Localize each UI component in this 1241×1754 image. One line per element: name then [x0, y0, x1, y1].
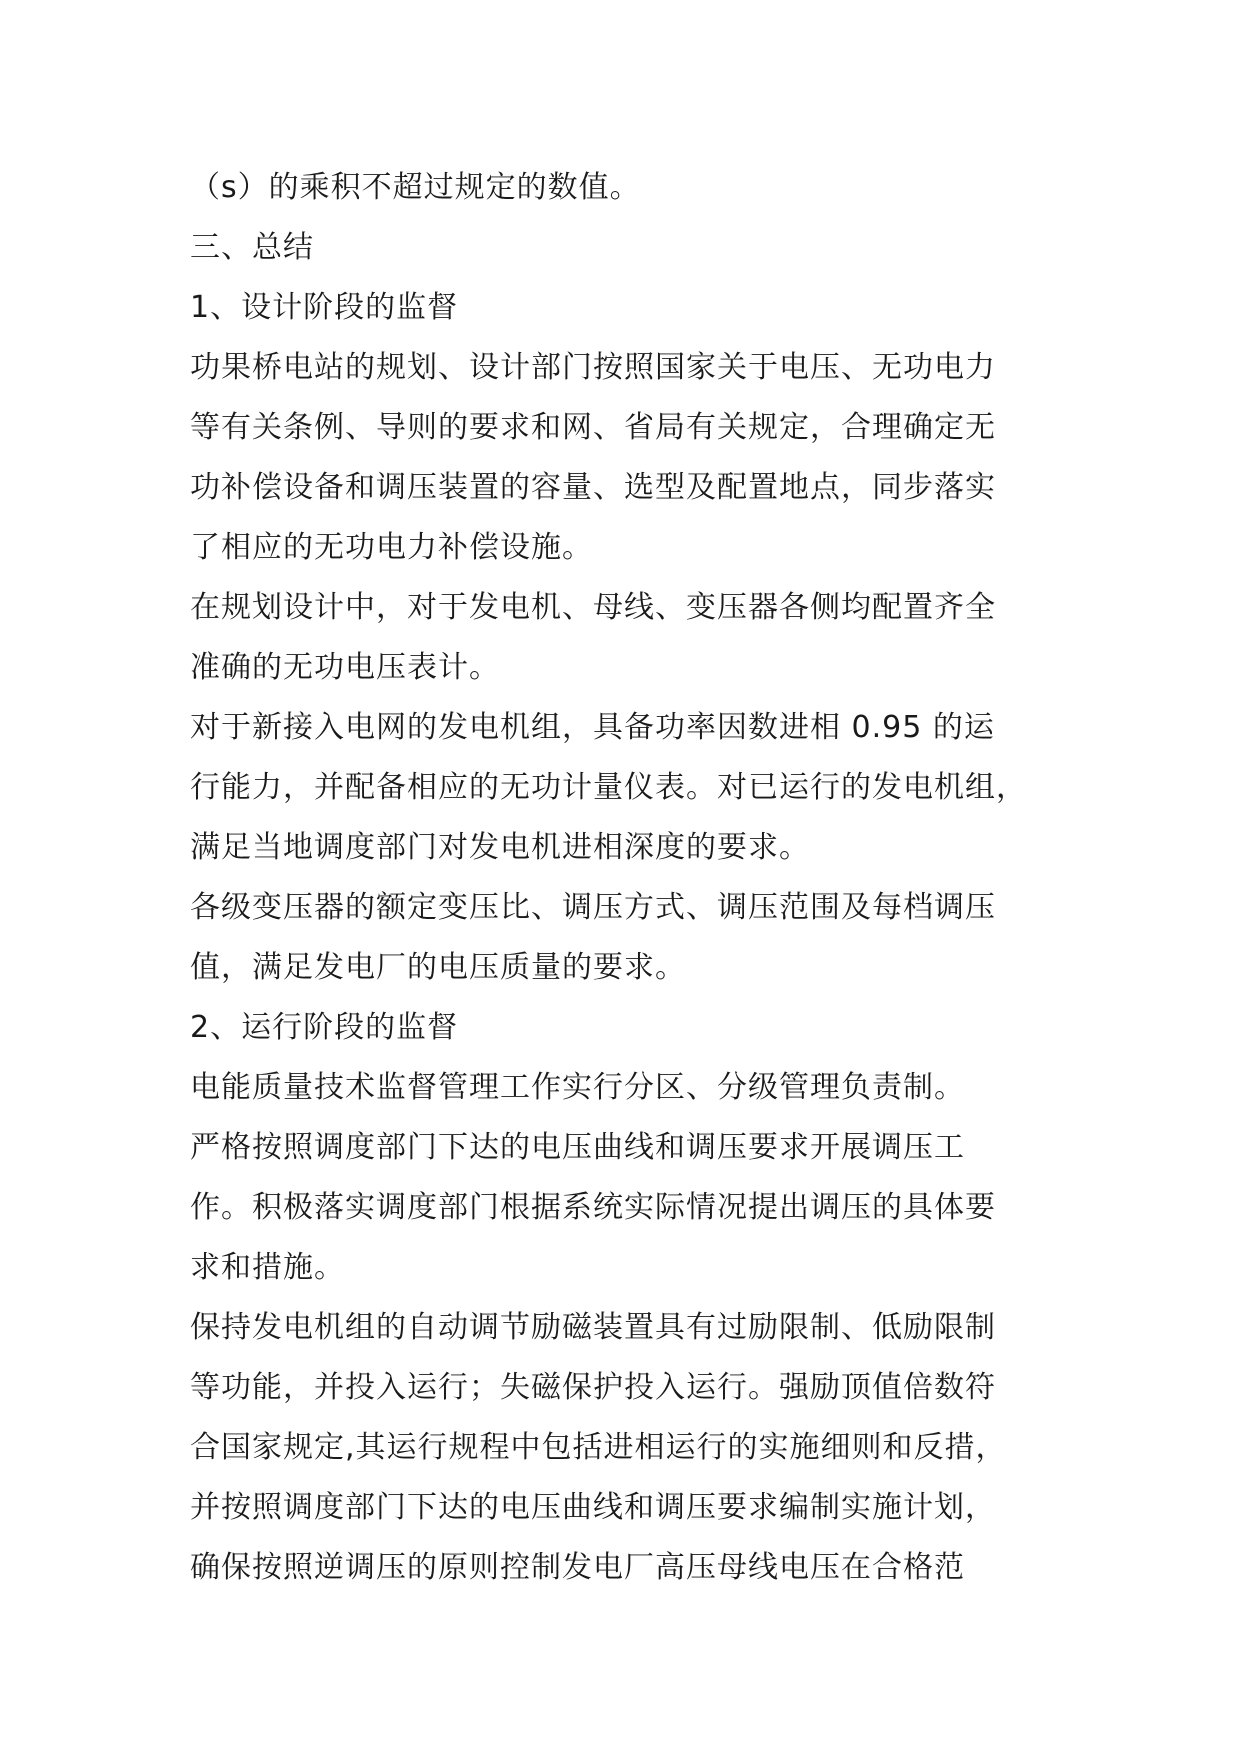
text-line: 等有关条例、导则的要求和网、省局有关规定，合理确定无 [190, 410, 996, 445]
subsection-heading: 1、设计阶段的监督 [190, 290, 459, 325]
text-line: （s）的乘积不超过规定的数值。 [190, 170, 641, 205]
text-line: 功补偿设备和调压装置的容量、选型及配置地点，同步落实 [190, 470, 996, 505]
text-line: 满足当地调度部门对发电机进相深度的要求。 [190, 830, 810, 865]
text-line: 各级变压器的额定变压比、调压方式、调压范围及每档调压 [190, 890, 996, 925]
text-line: 了相应的无功电力补偿设施。 [190, 530, 593, 565]
text-line: 功果桥电站的规划、设计部门按照国家关于电压、无功电力 [190, 350, 996, 385]
document-body [190, 158, 1060, 1598]
text-line: 严格按照调度部门下达的电压曲线和调压要求开展调压工 [190, 1130, 965, 1165]
text-line: 作。积极落实调度部门根据系统实际情况提出调压的具体要 [190, 1190, 996, 1225]
text-line: 并按照调度部门下达的电压曲线和调压要求编制实施计划， [190, 1490, 996, 1525]
text-line: 电能质量技术监督管理工作实行分区、分级管理负责制。 [190, 1070, 965, 1105]
subsection-heading: 2、运行阶段的监督 [190, 1010, 459, 1045]
text-line: 行能力，并配备相应的无功计量仪表。对已运行的发电机组， [190, 770, 1027, 805]
text-line: 求和措施。 [190, 1250, 345, 1285]
text-line: 准确的无功电压表计。 [190, 650, 500, 685]
text-line: 对于新接入电网的发电机组，具备功率因数进相 0.95 的运 [190, 710, 995, 745]
text-line: 确保按照逆调压的原则控制发电厂高压母线电压在合格范 [190, 1550, 965, 1585]
text-line: 合国家规定,其运行规程中包括进相运行的实施细则和反措， [190, 1430, 1007, 1465]
text-line: 等功能，并投入运行；失磁保护投入运行。强励顶值倍数符 [190, 1370, 996, 1405]
text-line: 值，满足发电厂的电压质量的要求。 [190, 950, 686, 985]
text-line: 在规划设计中，对于发电机、母线、变压器各侧均配置齐全 [190, 590, 996, 625]
section-heading: 三、总结 [190, 230, 314, 265]
text-line: 保持发电机组的自动调节励磁装置具有过励限制、低励限制 [190, 1310, 996, 1345]
